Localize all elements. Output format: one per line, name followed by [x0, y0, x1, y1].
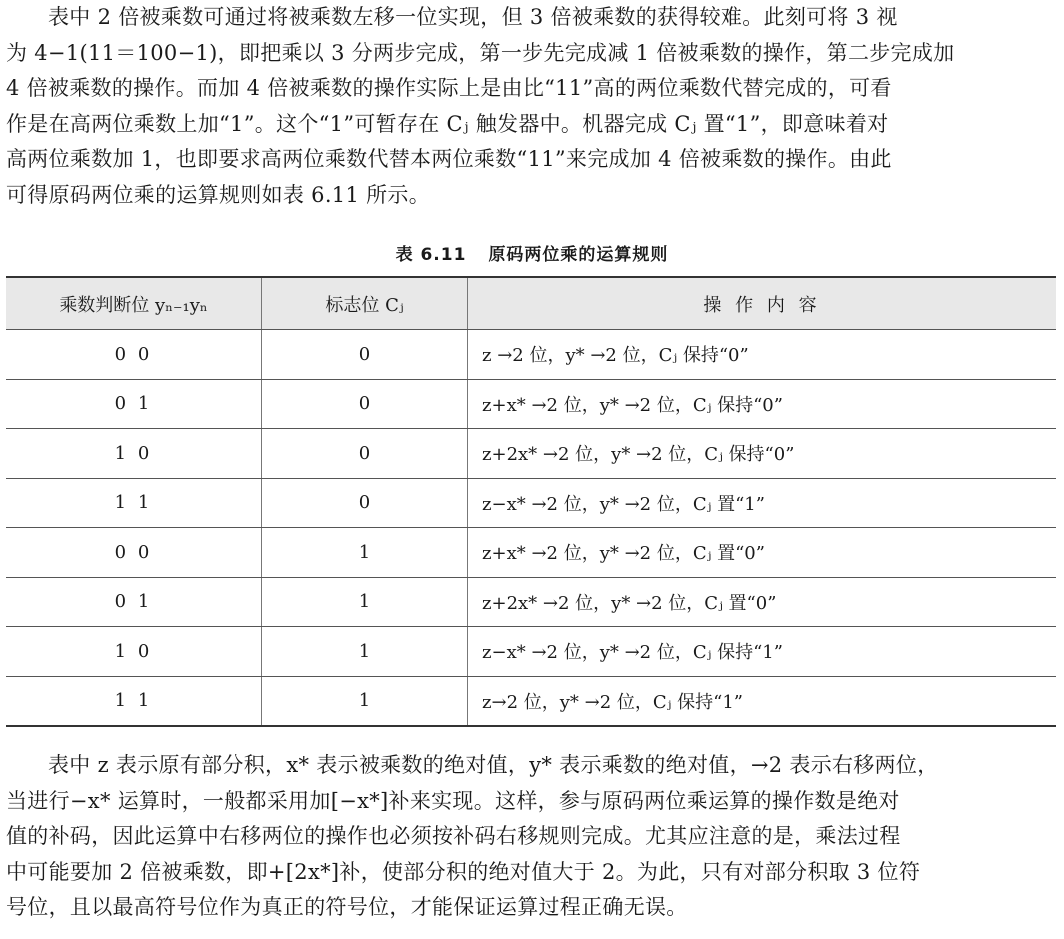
header-operation: 操 作 内 容 [468, 277, 1057, 330]
cell-bits: 1 1 [6, 478, 262, 528]
cell-flag: 0 [262, 379, 468, 429]
cell-operation: z →2 位，y* →2 位，Cⱼ 保持“0” [468, 330, 1057, 380]
cell-flag: 1 [262, 577, 468, 627]
table-row [6, 627, 1056, 677]
header-flag-bit: 标志位 Cⱼ [262, 277, 468, 330]
table-row [6, 676, 1056, 726]
cell-operation: z→2 位，y* →2 位，Cⱼ 保持“1” [468, 676, 1057, 726]
rules-table [6, 276, 1056, 727]
cell-bits: 0 0 [6, 528, 262, 578]
cell-flag: 0 [262, 429, 468, 479]
text-line: 中可能要加 2 倍被乘数，即+[2x*]补，使部分积的绝对值大于 2。为此，只有对部分积取 3 位符 [6, 859, 921, 884]
table-row [6, 528, 1056, 578]
cell-operation: z+x* →2 位，y* →2 位，Cⱼ 置“0” [468, 528, 1057, 578]
cell-bits: 0 1 [6, 379, 262, 429]
cell-flag: 0 [262, 478, 468, 528]
text-line: 作是在高两位乘数上加“1”。这个“1”可暂存在 Cⱼ 触发器中。机器完成 Cⱼ 置“1”，即意味着对 [6, 111, 889, 136]
text-line: 为 4−1(11＝100−1)，即把乘以 3 分两步完成，第一步先完成减 1 倍被乘数的操作，第二步完成加 [6, 40, 955, 65]
cell-bits: 1 0 [6, 429, 262, 479]
cell-flag: 1 [262, 676, 468, 726]
header-multiplier-bits: 乘数判断位 yₙ₋₁yₙ [6, 277, 262, 330]
cell-operation: z+2x* →2 位，y* →2 位，Cⱼ 置“0” [468, 577, 1057, 627]
cell-bits: 0 1 [6, 577, 262, 627]
text-line: 表中 z 表示原有部分积，x* 表示被乘数的绝对值，y* 表示乘数的绝对值，→2 表示右移两位， [48, 753, 939, 777]
table-row [6, 429, 1056, 479]
text-line: 4 倍被乘数的操作。而加 4 倍被乘数的操作实际上是由比“11”高的两位乘数代替完成的，可看 [6, 76, 892, 100]
cell-bits: 1 0 [6, 627, 262, 677]
table-row [6, 577, 1056, 627]
cell-flag: 0 [262, 330, 468, 380]
table-header-row [6, 277, 1056, 330]
table-caption-title: 原码两位乘的运算规则 [488, 245, 669, 265]
text-line: 值的补码，因此运算中右移两位的操作也必须按补码右移规则完成。尤其应注意的是，乘法过程 [6, 824, 901, 848]
text-line: 表中 2 倍被乘数可通过将被乘数左移一位实现，但 3 倍被乘数的获得较难。此刻可将 3 视 [48, 5, 898, 29]
cell-operation: z+2x* →2 位，y* →2 位，Cⱼ 保持“0” [468, 429, 1057, 479]
paragraph-intro [6, 0, 1056, 213]
cell-operation: z−x* →2 位，y* →2 位，Cⱼ 保持“1” [468, 627, 1057, 677]
table-row [6, 478, 1056, 528]
table-row [6, 379, 1056, 429]
text-line: 高两位乘数加 1，也即要求高两位乘数代替本两位乘数“11”来完成加 4 倍被乘数的操作。由此 [6, 147, 892, 171]
table-caption [0, 240, 1064, 265]
table-row [6, 330, 1056, 380]
cell-operation: z+x* →2 位，y* →2 位，Cⱼ 保持“0” [468, 379, 1057, 429]
cell-bits: 1 1 [6, 676, 262, 726]
text-line: 当进行−x* 运算时，一般都采用加[−x*]补来实现。这样，参与原码两位乘运算的操作数是绝对 [6, 788, 900, 813]
text-line: 号位，且以最高符号位作为真正的符号位，才能保证运算过程正确无误。 [6, 895, 688, 919]
cell-flag: 1 [262, 528, 468, 578]
paragraph-explanation [6, 748, 1056, 926]
text-line: 可得原码两位乘的运算规则如表 6.11 所示。 [6, 182, 431, 207]
cell-flag: 1 [262, 627, 468, 677]
cell-bits: 0 0 [6, 330, 262, 380]
cell-operation: z−x* →2 位，y* →2 位，Cⱼ 置“1” [468, 478, 1057, 528]
table-caption-number: 表 6.11 [395, 245, 467, 265]
